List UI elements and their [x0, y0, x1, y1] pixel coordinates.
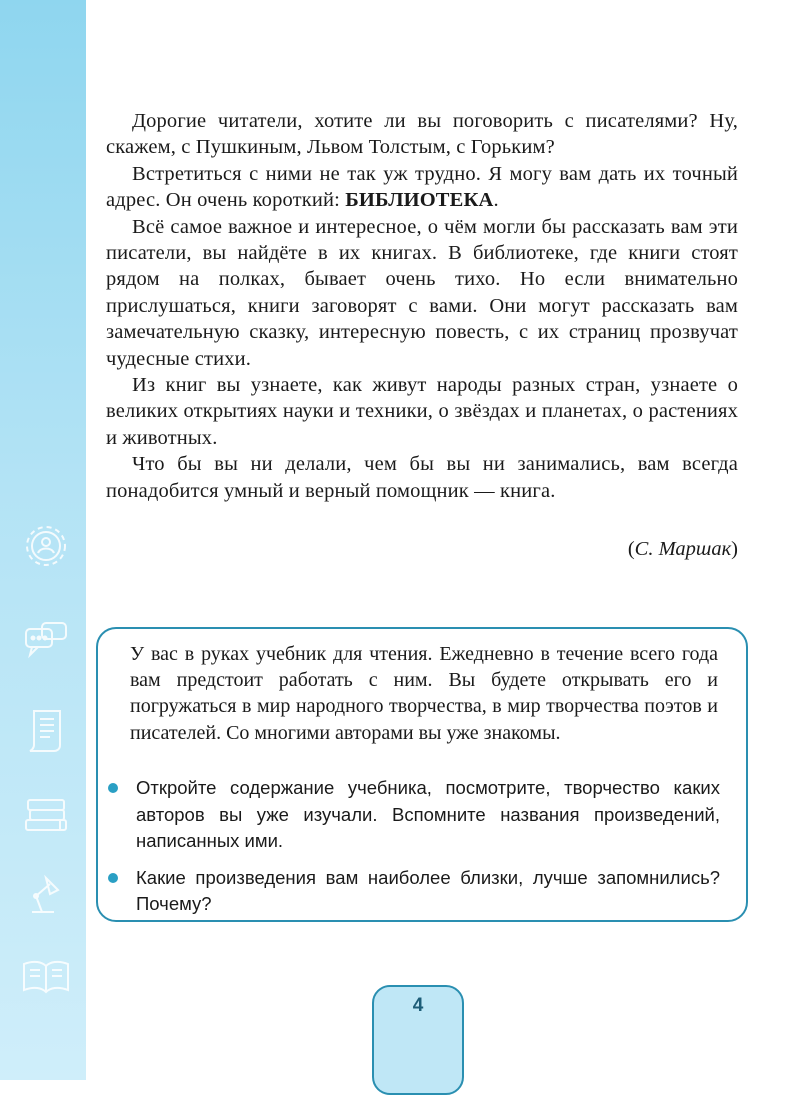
author-name: С. Маршак	[634, 538, 732, 560]
speech-bubbles-icon	[20, 615, 72, 667]
question-text: Какие произведения вам наиболее близки, лучше запомнились? Почему?	[136, 866, 720, 914]
task-intro-text: У вас в руках учебник для чтения. Ежедневно в течение всего года вам предстоит работать с ним. Вы будете открывать его и погружаться в мир народного творчества, в мир творчества поэтов и писателей. Со многими авторами вы уже знакомы.	[130, 643, 718, 744]
open-book-icon	[20, 950, 72, 1002]
question-text: Откройте содержание учебника, посмотрите, творчество каких авторов вы уже изучали. Вспомните названия произведений, написанных ими.	[136, 777, 720, 851]
address-end: .	[493, 189, 499, 212]
bullet-icon	[108, 873, 118, 883]
address-word: БИБЛИОТЕКА	[345, 189, 494, 212]
question-item	[130, 775, 720, 855]
page-number-tab	[372, 985, 464, 1095]
paragraph-1: Дорогие читатели, хотите ли вы поговорить с писателями? Ну, скажем, с Пушкиным, Львом Толстым, с Горьким?	[106, 110, 738, 159]
bullet-icon	[108, 783, 118, 793]
desk-lamp-icon	[20, 868, 72, 920]
author-attribution	[106, 536, 738, 562]
question-item	[130, 865, 720, 918]
author-close-paren: )	[731, 538, 738, 560]
paragraph-4: Из книг вы узнаете, как живут народы разных стран, узнаете о великих открытиях науки и техники, о звёздах и планетах, о растениях и животных.	[106, 374, 738, 449]
books-stack-icon	[20, 790, 72, 842]
paragraph-5: Что бы вы ни делали, чем бы вы ни занимались, вам всегда понадобится умный и верный помощник — книга.	[106, 453, 738, 502]
side-decoration-strip	[0, 0, 86, 1080]
task-box	[96, 627, 748, 922]
gear-person-icon	[20, 520, 72, 572]
paragraph-2-text: Встретиться с ними не так уж трудно. Я могу вам дать их точный адрес. Он очень короткий:	[106, 162, 738, 212]
page-number: 4	[412, 995, 424, 1016]
scroll-icon	[20, 705, 72, 757]
main-text	[106, 108, 738, 504]
paragraph-3: Всё самое важное и интересное, о чём могли бы рассказать вам эти писатели, вы найдёте в их книгах. В библиотеке, где книги стоят рядом на полках, бывает очень тихо. Но если внимательно прислушаться, книги заговорят с вами. Они могут рассказать вам замечательную сказку, интересную повесть, с их страниц прозвучат чудесные стихи.	[106, 215, 738, 370]
task-intro	[130, 641, 718, 746]
author-open-paren: (	[627, 538, 635, 560]
question-list	[130, 775, 720, 928]
paragraph-2	[106, 161, 738, 214]
